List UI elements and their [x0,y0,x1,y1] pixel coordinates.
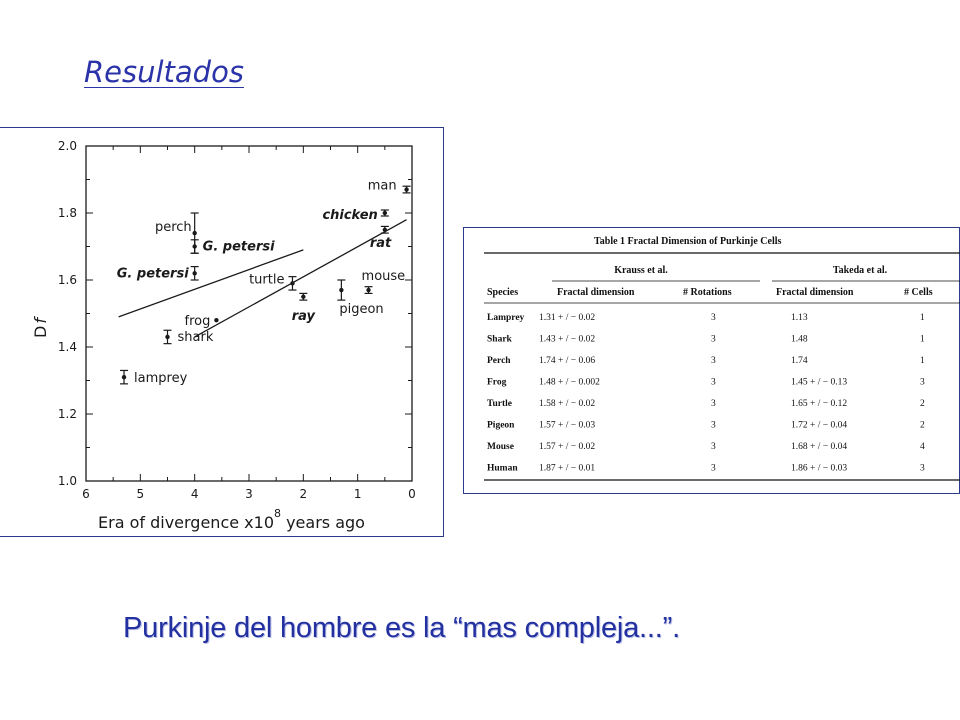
fractal-table-figure [463,227,960,494]
table-cell: 2 [920,399,925,409]
table-cell: 1.87 + / − 0.01 [539,463,596,474]
slide-title: Resultados [84,55,244,89]
x-tick-label: 3 [245,487,253,501]
species-cell: Pigeon [487,420,515,431]
data-point [383,228,387,232]
point-label: perch [154,220,192,236]
table-cell: 1.74 + / − 0.06 [539,356,596,366]
point-label: frog [184,314,211,330]
column-header: # Rotations [683,287,732,298]
table-cell: 3 [711,377,716,388]
table-cell: 4 [920,442,925,452]
data-point [290,281,294,285]
data-point [192,271,196,275]
y-tick-label: 1.0 [57,474,77,488]
point-label: rat [369,235,392,251]
table-cell: 1.57 + / − 0.03 [539,420,596,431]
table-cell: 3 [920,463,925,474]
x-tick-label: 2 [299,487,308,501]
data-point [383,211,387,215]
y-axis-label: Df [31,318,50,338]
table-cell: 1 [920,313,925,323]
table-cell: 1.48 + / − 0.002 [539,377,600,388]
table-cell: 3 [711,463,716,474]
point-label: mouse [361,269,406,285]
table-cell: 1.57 + / − 0.02 [539,442,596,452]
data-point [366,288,370,292]
point-label: man [367,178,397,194]
x-tick-label: 1 [353,487,362,501]
point-label: G. petersi [116,266,189,282]
y-tick-label: 1.6 [57,273,77,287]
x-tick-label: 4 [190,487,199,501]
point-label: pigeon [339,302,384,318]
table-cell: 1.43 + / − 0.02 [539,334,596,345]
table-cell: 1.45 + / − 0.13 [791,377,848,388]
species-cell: Lamprey [487,313,525,323]
data-point [192,231,196,235]
x-tick-label: 5 [136,487,145,501]
table-cell: 3 [711,442,716,452]
point-label: lamprey [134,371,188,387]
point-label: turtle [249,272,285,288]
y-tick-label: 2.0 [57,139,77,153]
x-tick-label: 6 [82,487,90,501]
point-label: G. petersi [202,239,275,255]
table-cell: 1 [920,356,925,366]
species-cell: Turtle [487,399,512,409]
data-point [404,187,408,191]
table-cell: 3 [711,356,716,366]
table-cell: 3 [711,420,716,431]
y-tick-label: 1.2 [57,407,77,421]
slide-caption: Purkinje del hombre es la “mas compleja...”. [123,612,680,644]
table-cell: 1.31 + / − 0.02 [539,313,596,323]
group-header: Krauss et al. [614,265,668,276]
column-header: # Cells [904,287,933,298]
table-cell: 1.48 [791,334,808,345]
data-point [192,244,196,248]
species-cell: Mouse [487,442,514,452]
table-cell: 1.72 + / − 0.04 [791,420,848,431]
table-cell: 1.86 + / − 0.03 [791,463,848,474]
data-point [301,295,305,299]
y-tick-label: 1.8 [57,206,77,220]
table-cell: 3 [711,334,716,345]
x-tick-label: 0 [408,487,416,501]
point-label: shark [177,329,214,345]
table-cell: 1.13 [791,313,808,323]
point-label: chicken [322,208,378,223]
table-title: Table 1 Fractal Dimension of Purkinje Cells [594,236,782,247]
table-cell: 1.68 + / − 0.04 [791,442,848,452]
group-header: Takeda et al. [832,265,888,276]
data-point [122,375,126,379]
table-canvas [464,228,960,495]
y-tick-label: 1.4 [57,340,77,354]
data-point [214,318,218,322]
table-cell: 1 [920,334,925,345]
table-cell: 2 [920,420,925,431]
data-point [165,335,169,339]
species-cell: Human [487,463,518,474]
species-cell: Shark [487,334,512,345]
species-cell: Perch [487,356,511,366]
table-cell: 1.65 + / − 0.12 [791,399,848,409]
x-axis-label: Era of divergence $x10^8$ years ago [98,507,365,532]
table-cell: 3 [711,399,716,409]
table-cell: 3 [711,313,716,323]
species-cell: Frog [487,377,507,388]
point-label: ray [291,308,315,324]
table-cell: 1.74 [791,356,808,366]
table-cell: 1.58 + / − 0.02 [539,399,596,409]
column-header: Fractal dimension [776,287,854,298]
chart-canvas [0,128,444,538]
divergence-chart [0,127,444,537]
column-header: Species [487,287,519,298]
table-cell: 3 [920,377,925,388]
data-point [339,288,343,292]
column-header: Fractal dimension [557,287,635,298]
